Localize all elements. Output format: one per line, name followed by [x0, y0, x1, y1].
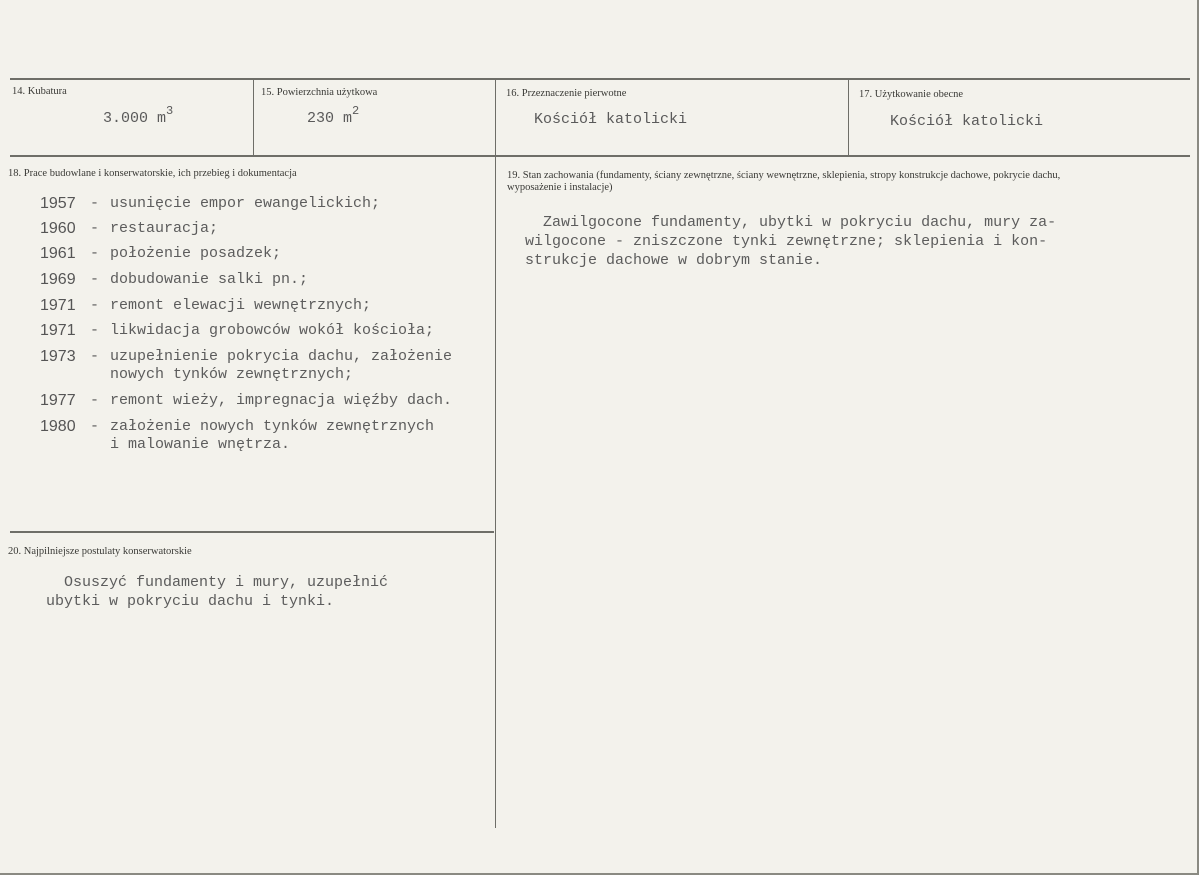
field-20-label: 20. Najpilniejsze postulaty konserwatorskie	[8, 546, 192, 557]
work-entry-text: położenie posadzek;	[110, 245, 282, 262]
field-17-label: 17. Użytkowanie obecne	[859, 89, 964, 100]
work-entry-text: remont wieży, impregnacja więźby dach.	[110, 392, 453, 409]
cubature-unit-exponent: 3	[166, 104, 174, 118]
field-19-label: 19. Stan zachowania (fundamenty, ściany zewnętrzne, ściany wewnętrzne, sklepienia, stropy konstrukcje dachowe, pokrycie dachu, wyposażenie i instalacje)	[507, 170, 1061, 193]
work-entry-year: 1969	[40, 271, 76, 288]
field-20-text: Osuszyć fundamenty i mury, uzupełnić ubytki w pokryciu dachu i tynki.	[46, 574, 389, 610]
section-20-divider-line	[10, 531, 494, 533]
field-17-value: Kościół katolicki	[890, 113, 1044, 130]
field-15-label: 15. Powierzchnia użytkowa	[261, 87, 378, 98]
record-card: 14. Kubatura 3.000 $m^3$ 15. Powierzchnia użytkowa 230 $m^2$ 16. Przeznaczenie pierwotne Kościół katolicki 17. Użytkowanie obecne Kościół katolicki 18. Prace budowlane i konserwatorskie, ich przebieg i dokumentacja 1957 - usunięcie empor ewangelickich; 1960 - restauracja; 1961 - położenie posadzek; 1969 - dobudowanie salki pn.; 1971 - remont elewacji wewnętrznych; 1971 - likwidacja grobowców wokół kościoła; 1973 - uzupełnienie pokrycia dachu, założenie nowych tynków zewnętrznych; 1977 - remont wieży, impregnacja więźby dach. 1980 - założenie nowych tynków zewnętrznych i malowanie wnętrza. 19. Stan zachowania (fundamenty, ściany zewnętrzne, ściany wewnętrzne, sklepienia, stropy konstrukcje dachowe, pokrycie dachu, wyposażenie i instalacje) Zawilgocone fundamenty, ubytki w pokryciu dachu, mury za- wilgocone - zniszczone tynki zewnętrzne; sklepienia i kon- strukcje dachowe w dobrym stanie. 20. Najpilniejsze postulaty konserwatorskie Osuszyć fundamenty i mury, uzupełnić ubytki w pokryciu dachu i tynki.	[0, 0, 1199, 875]
field-14-label: 14. Kubatura	[12, 86, 67, 97]
column-divider-line	[848, 80, 849, 155]
work-entry-year: 1973	[40, 348, 76, 365]
field-15-value	[307, 104, 360, 128]
work-entry-text: założenie nowych tynków zewnętrznych i malowanie wnętrza.	[110, 418, 435, 453]
work-entry-year: 1977	[40, 392, 76, 409]
work-entry-text: uzupełnienie pokrycia dachu, założenie nowych tynków zewnętrznych;	[110, 348, 453, 383]
field-16-value: Kościół katolicki	[534, 111, 688, 128]
work-entry-year: 1971	[40, 322, 76, 339]
work-entry-year: 1971	[40, 297, 76, 314]
field-16-label: 16. Przeznaczenie pierwotne	[506, 88, 627, 99]
area-value: 230 m	[307, 110, 353, 127]
main-column-divider-line	[495, 80, 496, 828]
work-entry-year: 1961	[40, 245, 76, 262]
work-entry-text: usunięcie empor ewangelickich;	[110, 195, 381, 212]
work-entry-text: dobudowanie salki pn.;	[110, 271, 309, 288]
work-entry-text: remont elewacji wewnętrznych;	[110, 297, 372, 314]
work-entry-year: 1980	[40, 418, 76, 435]
row-divider-line	[10, 155, 1190, 157]
work-entry-text: likwidacja grobowców wokół kościoła;	[110, 322, 435, 339]
top-border-line	[10, 78, 1190, 80]
work-entry-year: 1957	[40, 195, 76, 212]
work-entry-year: 1960	[40, 220, 76, 237]
area-unit-exponent: 2	[352, 104, 360, 118]
cubature-value: 3.000 m	[103, 110, 167, 127]
column-divider-line	[253, 80, 254, 155]
field-18-label: 18. Prace budowlane i konserwatorskie, ich przebieg i dokumentacja	[8, 168, 297, 179]
work-entry-text: restauracja;	[110, 220, 219, 237]
field-14-value	[103, 104, 174, 128]
field-19-text: Zawilgocone fundamenty, ubytki w pokryciu dachu, mury za- wilgocone - zniszczone tynki zewnętrzne; sklepienia i kon- strukcje dachowe w dobrym stanie.	[525, 214, 1057, 269]
